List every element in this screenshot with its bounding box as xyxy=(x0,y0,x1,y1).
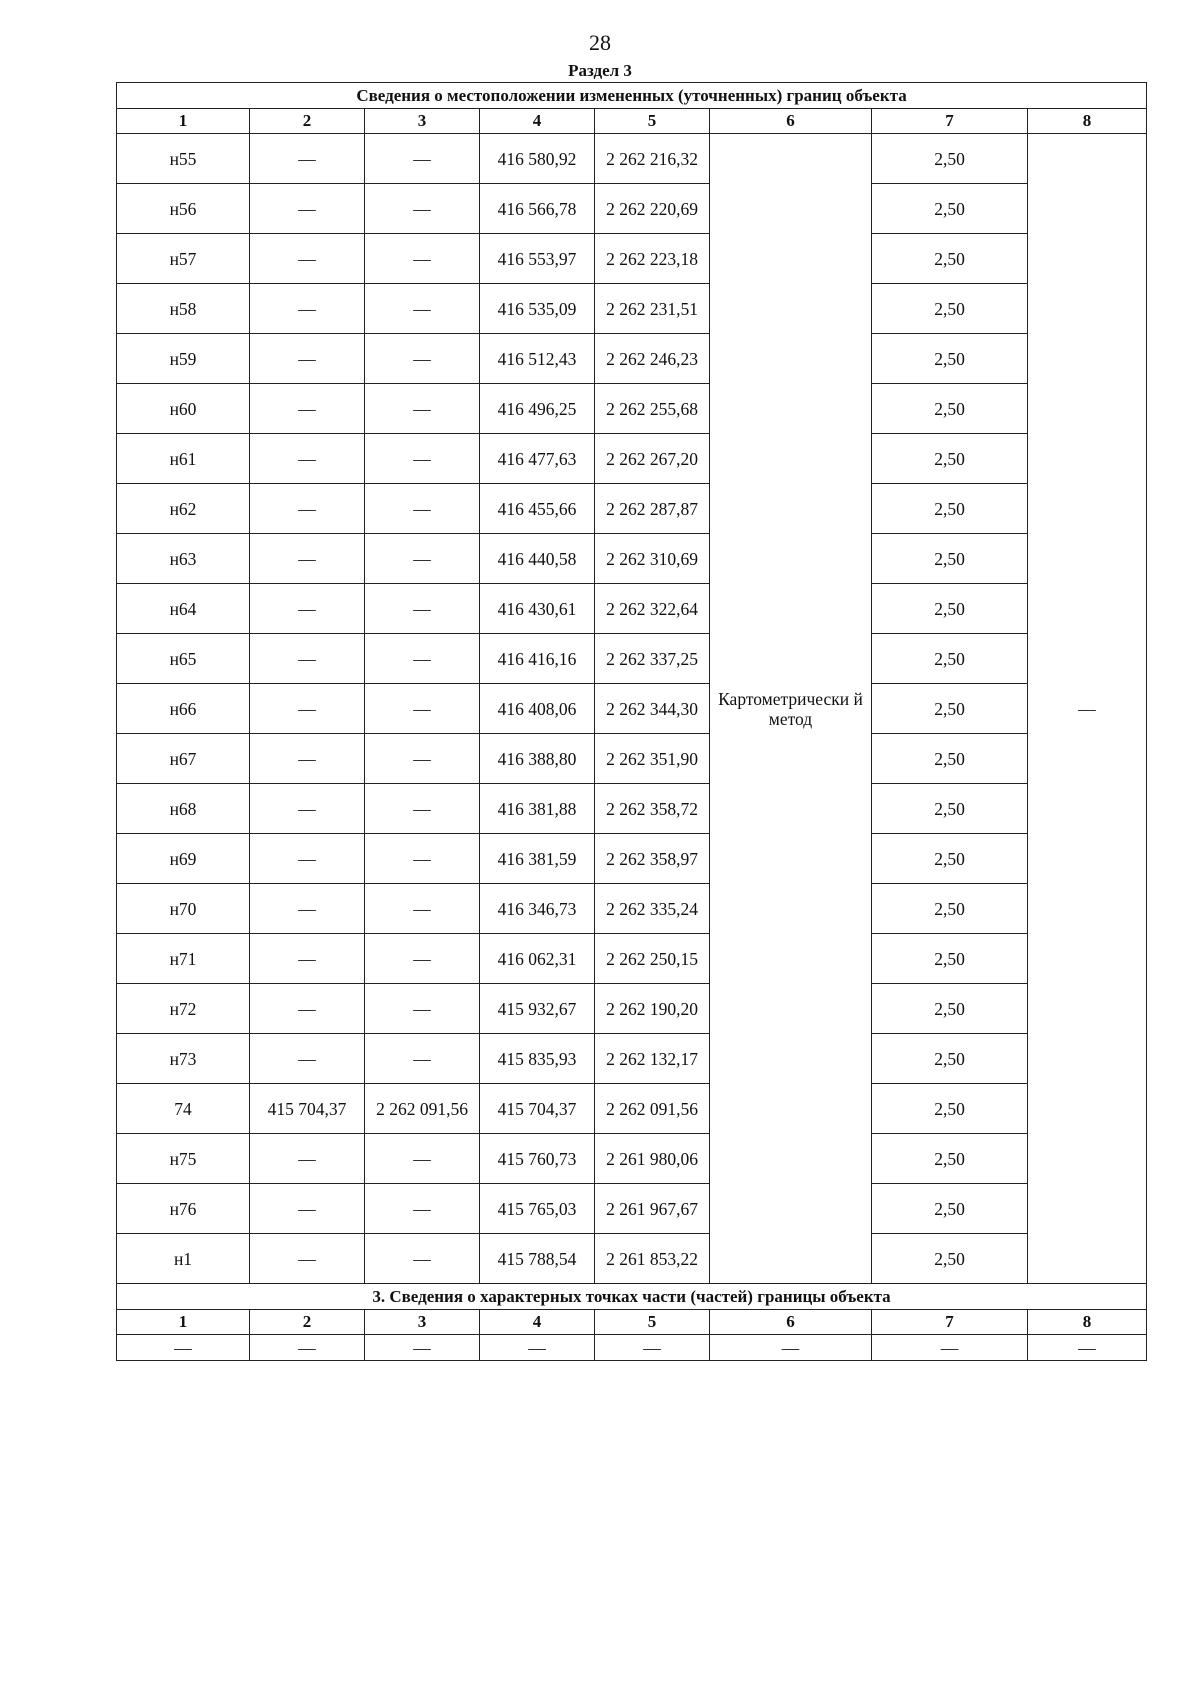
x-old-coordinate: — xyxy=(250,684,365,734)
x-new-coordinate: 416 580,92 xyxy=(480,134,595,184)
x-old-coordinate: — xyxy=(250,834,365,884)
y-old-coordinate: — xyxy=(365,934,480,984)
section-title: Раздел 3 xyxy=(568,61,632,80)
y-old-coordinate: — xyxy=(365,734,480,784)
y-new-coordinate: 2 261 853,22 xyxy=(595,1234,710,1284)
table-row xyxy=(117,284,1147,334)
accuracy-value: 2,50 xyxy=(872,734,1028,784)
table-row xyxy=(117,1084,1147,1134)
column-number: 3 xyxy=(365,1310,480,1335)
point-number: н59 xyxy=(117,334,250,384)
table-row xyxy=(117,734,1147,784)
y-old-coordinate: — xyxy=(365,684,480,734)
x-new-coordinate: 416 535,09 xyxy=(480,284,595,334)
x-old-coordinate: — xyxy=(250,384,365,434)
y-new-coordinate: 2 262 132,17 xyxy=(595,1034,710,1084)
accuracy-value: 2,50 xyxy=(872,1084,1028,1134)
y-old-coordinate: — xyxy=(365,1034,480,1084)
x-new-coordinate: 416 062,31 xyxy=(480,934,595,984)
table-row xyxy=(117,1134,1147,1184)
column-number: 2 xyxy=(250,109,365,134)
x-old-coordinate: — xyxy=(250,734,365,784)
table-row xyxy=(117,384,1147,434)
x-new-coordinate: 416 346,73 xyxy=(480,884,595,934)
column-number: 8 xyxy=(1028,1310,1147,1335)
x-old-coordinate: — xyxy=(250,1134,365,1184)
point-number: н69 xyxy=(117,834,250,884)
y-old-coordinate: — xyxy=(365,584,480,634)
x-new-coordinate: 415 760,73 xyxy=(480,1134,595,1184)
column-number-row xyxy=(117,109,1147,134)
parts-column-number-row xyxy=(117,1310,1147,1335)
column-number: 4 xyxy=(480,1310,595,1335)
column-8-value: — xyxy=(1028,134,1147,1284)
x-new-coordinate: 416 408,06 xyxy=(480,684,595,734)
y-new-coordinate: 2 262 220,69 xyxy=(595,184,710,234)
y-old-coordinate: — xyxy=(365,1234,480,1284)
point-number: н70 xyxy=(117,884,250,934)
empty-cell: — xyxy=(872,1335,1028,1361)
x-new-coordinate: 415 765,03 xyxy=(480,1184,595,1234)
y-old-coordinate: — xyxy=(365,884,480,934)
table-row xyxy=(117,684,1147,734)
x-old-coordinate: — xyxy=(250,334,365,384)
y-new-coordinate: 2 262 091,56 xyxy=(595,1084,710,1134)
x-new-coordinate: 416 496,25 xyxy=(480,384,595,434)
y-old-coordinate: — xyxy=(365,834,480,884)
table-row xyxy=(117,884,1147,934)
column-number: 6 xyxy=(710,1310,872,1335)
x-old-coordinate: — xyxy=(250,884,365,934)
y-old-coordinate: — xyxy=(365,384,480,434)
point-number: н64 xyxy=(117,584,250,634)
table-row xyxy=(117,634,1147,684)
x-new-coordinate: 416 430,61 xyxy=(480,584,595,634)
x-new-coordinate: 415 932,67 xyxy=(480,984,595,1034)
point-number: н75 xyxy=(117,1134,250,1184)
table-row xyxy=(117,834,1147,884)
point-number: н60 xyxy=(117,384,250,434)
point-number: н55 xyxy=(117,134,250,184)
accuracy-value: 2,50 xyxy=(872,584,1028,634)
point-number: н61 xyxy=(117,434,250,484)
x-old-coordinate: — xyxy=(250,184,365,234)
column-number: 8 xyxy=(1028,109,1147,134)
x-new-coordinate: 415 835,93 xyxy=(480,1034,595,1084)
y-new-coordinate: 2 262 287,87 xyxy=(595,484,710,534)
y-old-coordinate: — xyxy=(365,184,480,234)
measurement-method: Картометрически й метод xyxy=(710,134,872,1284)
y-new-coordinate: 2 262 344,30 xyxy=(595,684,710,734)
y-new-coordinate: 2 262 351,90 xyxy=(595,734,710,784)
accuracy-value: 2,50 xyxy=(872,1184,1028,1234)
y-new-coordinate: 2 262 216,32 xyxy=(595,134,710,184)
parts-table-caption: 3. Сведения о характерных точках части (частей) границы объекта xyxy=(117,1284,1147,1310)
point-number: н67 xyxy=(117,734,250,784)
accuracy-value: 2,50 xyxy=(872,1234,1028,1284)
accuracy-value: 2,50 xyxy=(872,534,1028,584)
point-number: н56 xyxy=(117,184,250,234)
point-number: н58 xyxy=(117,284,250,334)
point-number: н57 xyxy=(117,234,250,284)
x-new-coordinate: 416 381,88 xyxy=(480,784,595,834)
table-row xyxy=(117,184,1147,234)
x-new-coordinate: 415 788,54 xyxy=(480,1234,595,1284)
table-row xyxy=(117,234,1147,284)
accuracy-value: 2,50 xyxy=(872,184,1028,234)
y-old-coordinate: — xyxy=(365,334,480,384)
x-new-coordinate: 416 455,66 xyxy=(480,484,595,534)
x-old-coordinate: — xyxy=(250,984,365,1034)
y-new-coordinate: 2 262 335,24 xyxy=(595,884,710,934)
table-row xyxy=(117,434,1147,484)
x-new-coordinate: 416 388,80 xyxy=(480,734,595,784)
point-number: н72 xyxy=(117,984,250,1034)
empty-cell: — xyxy=(250,1335,365,1361)
table-row xyxy=(117,1034,1147,1084)
table-row xyxy=(117,484,1147,534)
x-old-coordinate: — xyxy=(250,234,365,284)
y-new-coordinate: 2 262 246,23 xyxy=(595,334,710,384)
x-old-coordinate: — xyxy=(250,784,365,834)
x-new-coordinate: 416 512,43 xyxy=(480,334,595,384)
y-old-coordinate: — xyxy=(365,434,480,484)
accuracy-value: 2,50 xyxy=(872,884,1028,934)
empty-cell: — xyxy=(480,1335,595,1361)
point-number: н76 xyxy=(117,1184,250,1234)
y-old-coordinate: — xyxy=(365,634,480,684)
table-row xyxy=(117,1234,1147,1284)
accuracy-value: 2,50 xyxy=(872,234,1028,284)
x-old-coordinate: — xyxy=(250,584,365,634)
accuracy-value: 2,50 xyxy=(872,384,1028,434)
page-number: 28 xyxy=(589,30,611,55)
column-number: 1 xyxy=(117,109,250,134)
accuracy-value: 2,50 xyxy=(872,1034,1028,1084)
parts-empty-row xyxy=(117,1335,1147,1361)
y-new-coordinate: 2 261 967,67 xyxy=(595,1184,710,1234)
column-number: 7 xyxy=(872,109,1028,134)
x-new-coordinate: 416 566,78 xyxy=(480,184,595,234)
accuracy-value: 2,50 xyxy=(872,484,1028,534)
table-row xyxy=(117,334,1147,384)
y-new-coordinate: 2 262 250,15 xyxy=(595,934,710,984)
table-row xyxy=(117,984,1147,1034)
point-number: н73 xyxy=(117,1034,250,1084)
y-new-coordinate: 2 262 358,97 xyxy=(595,834,710,884)
y-old-coordinate: — xyxy=(365,784,480,834)
x-old-coordinate: — xyxy=(250,1034,365,1084)
x-new-coordinate: 416 381,59 xyxy=(480,834,595,884)
y-old-coordinate: — xyxy=(365,484,480,534)
point-number: н68 xyxy=(117,784,250,834)
column-number: 5 xyxy=(595,1310,710,1335)
table-row xyxy=(117,584,1147,634)
y-new-coordinate: 2 262 358,72 xyxy=(595,784,710,834)
table-row xyxy=(117,934,1147,984)
empty-cell: — xyxy=(1028,1335,1147,1361)
point-number: н66 xyxy=(117,684,250,734)
point-number: н71 xyxy=(117,934,250,984)
y-old-coordinate: — xyxy=(365,1184,480,1234)
empty-cell: — xyxy=(710,1335,872,1361)
accuracy-value: 2,50 xyxy=(872,834,1028,884)
y-old-coordinate: — xyxy=(365,984,480,1034)
x-new-coordinate: 415 704,37 xyxy=(480,1084,595,1134)
accuracy-value: 2,50 xyxy=(872,284,1028,334)
x-old-coordinate: — xyxy=(250,134,365,184)
point-number: 74 xyxy=(117,1084,250,1134)
point-number: н65 xyxy=(117,634,250,684)
x-old-coordinate: — xyxy=(250,434,365,484)
y-new-coordinate: 2 262 310,69 xyxy=(595,534,710,584)
x-new-coordinate: 416 477,63 xyxy=(480,434,595,484)
y-new-coordinate: 2 262 231,51 xyxy=(595,284,710,334)
y-old-coordinate: — xyxy=(365,284,480,334)
x-old-coordinate: — xyxy=(250,1184,365,1234)
y-old-coordinate: — xyxy=(365,1134,480,1184)
point-number: н62 xyxy=(117,484,250,534)
y-old-coordinate: — xyxy=(365,534,480,584)
accuracy-value: 2,50 xyxy=(872,334,1028,384)
column-number: 4 xyxy=(480,109,595,134)
point-number: н1 xyxy=(117,1234,250,1284)
y-new-coordinate: 2 262 322,64 xyxy=(595,584,710,634)
x-old-coordinate: — xyxy=(250,484,365,534)
table-caption: Сведения о местоположении измененных (уточненных) границ объекта xyxy=(117,83,1147,109)
column-number: 6 xyxy=(710,109,872,134)
x-old-coordinate: 415 704,37 xyxy=(250,1084,365,1134)
x-old-coordinate: — xyxy=(250,534,365,584)
y-new-coordinate: 2 262 255,68 xyxy=(595,384,710,434)
y-new-coordinate: 2 261 980,06 xyxy=(595,1134,710,1184)
y-new-coordinate: 2 262 223,18 xyxy=(595,234,710,284)
column-number: 3 xyxy=(365,109,480,134)
accuracy-value: 2,50 xyxy=(872,434,1028,484)
accuracy-value: 2,50 xyxy=(872,1134,1028,1184)
y-new-coordinate: 2 262 337,25 xyxy=(595,634,710,684)
accuracy-value: 2,50 xyxy=(872,934,1028,984)
accuracy-value: 2,50 xyxy=(872,784,1028,834)
column-number: 5 xyxy=(595,109,710,134)
y-old-coordinate: 2 262 091,56 xyxy=(365,1084,480,1134)
accuracy-value: 2,50 xyxy=(872,684,1028,734)
empty-cell: — xyxy=(365,1335,480,1361)
column-number: 1 xyxy=(117,1310,250,1335)
x-new-coordinate: 416 440,58 xyxy=(480,534,595,584)
empty-cell: — xyxy=(117,1335,250,1361)
y-old-coordinate: — xyxy=(365,134,480,184)
column-number: 2 xyxy=(250,1310,365,1335)
accuracy-value: 2,50 xyxy=(872,134,1028,184)
x-new-coordinate: 416 553,97 xyxy=(480,234,595,284)
x-old-coordinate: — xyxy=(250,1234,365,1284)
boundary-table xyxy=(116,82,1147,1361)
accuracy-value: 2,50 xyxy=(872,634,1028,684)
table-row xyxy=(117,534,1147,584)
table-row xyxy=(117,134,1147,184)
accuracy-value: 2,50 xyxy=(872,984,1028,1034)
column-number: 7 xyxy=(872,1310,1028,1335)
y-new-coordinate: 2 262 267,20 xyxy=(595,434,710,484)
table-row xyxy=(117,784,1147,834)
x-new-coordinate: 416 416,16 xyxy=(480,634,595,684)
y-old-coordinate: — xyxy=(365,234,480,284)
x-old-coordinate: — xyxy=(250,934,365,984)
x-old-coordinate: — xyxy=(250,284,365,334)
empty-cell: — xyxy=(595,1335,710,1361)
y-new-coordinate: 2 262 190,20 xyxy=(595,984,710,1034)
x-old-coordinate: — xyxy=(250,634,365,684)
point-number: н63 xyxy=(117,534,250,584)
table-row xyxy=(117,1184,1147,1234)
